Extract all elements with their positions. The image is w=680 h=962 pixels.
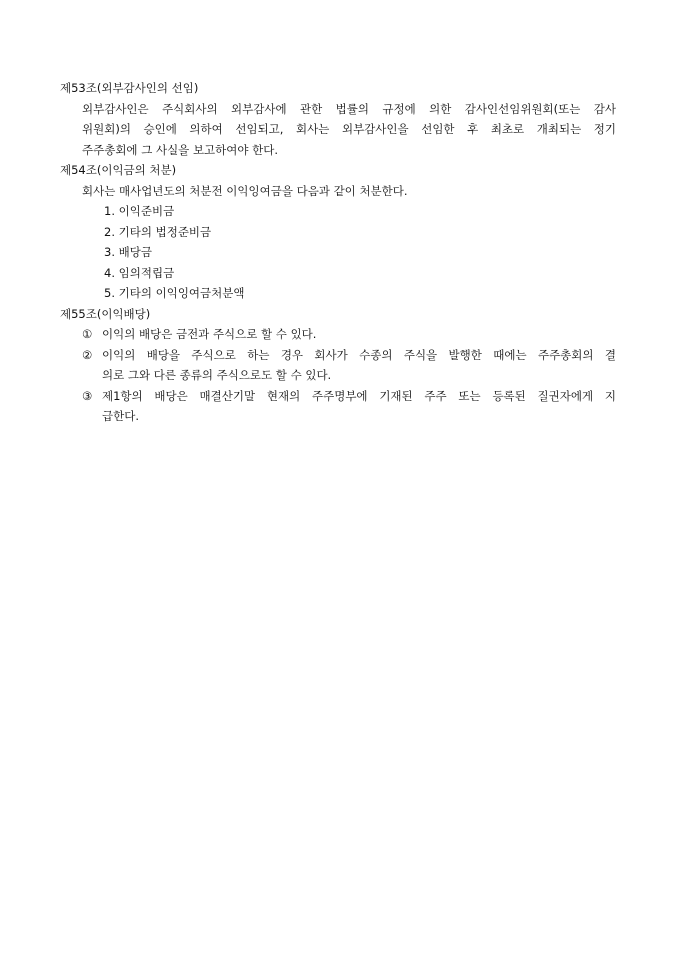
- article-54-item-5: 5. 기타의 이익잉여금처분액: [104, 286, 245, 300]
- clause-3-marker: ③: [82, 388, 93, 403]
- article-54-heading: 제54조(이익금의 처분): [60, 163, 177, 177]
- article-54-item-1: 1. 이익준비금: [104, 204, 175, 218]
- article-54-item-4: 4. 임의적립금: [104, 265, 175, 280]
- clause-2-marker: ②: [82, 347, 93, 362]
- article-53-heading: 제53조(외부감사인의 선임): [60, 81, 199, 95]
- clause-3-line-1: 제1항의 배당은 매결산기말 현재의 주주명부에 기재된 주주 또는 등록된 질권자에게 지: [102, 388, 616, 403]
- article-55-heading: 제55조(이익배당): [60, 306, 151, 321]
- article-55-clause-2: [60, 345, 616, 386]
- clause-1-line-1: 이익의 배당은 금전과 주식으로 할 수 있다.: [102, 327, 317, 341]
- article-54-item-3: 3. 배당금: [104, 245, 152, 259]
- clause-1-marker: ①: [82, 327, 93, 341]
- clause-3-line-2: 급한다.: [102, 409, 139, 423]
- article-55-clause-1: [60, 324, 616, 345]
- clause-2-line-2: 의로 그와 다른 종류의 주식으로도 할 수 있다.: [102, 368, 332, 382]
- document-body: [60, 78, 616, 427]
- clause-2-line-1: 이익의 배당을 주식으로 하는 경우 회사가 수종의 주식을 발행한 때에는 주주총회의 결: [102, 347, 616, 362]
- article-55-clause-3: [60, 386, 616, 427]
- article-53-body-line-2: 위원회)의 승인에 의하여 선임되고, 회사는 외부감사인을 선임한 후 최초로 개최되는 정기: [82, 122, 616, 136]
- article-54-item-2: 2. 기타의 법정준비금: [104, 224, 212, 239]
- article-53-body-line-3: 주주총회에 그 사실을 보고하여야 한다.: [82, 142, 279, 157]
- article-54-intro: 회사는 매사업년도의 처분전 이익잉여금을 다음과 같이 처분한다.: [82, 183, 408, 198]
- article-53-body-line-1: 외부감사인은 주식회사의 외부감사에 관한 법률의 규정에 의한 감사인선임위원회(또는 감사: [82, 101, 616, 116]
